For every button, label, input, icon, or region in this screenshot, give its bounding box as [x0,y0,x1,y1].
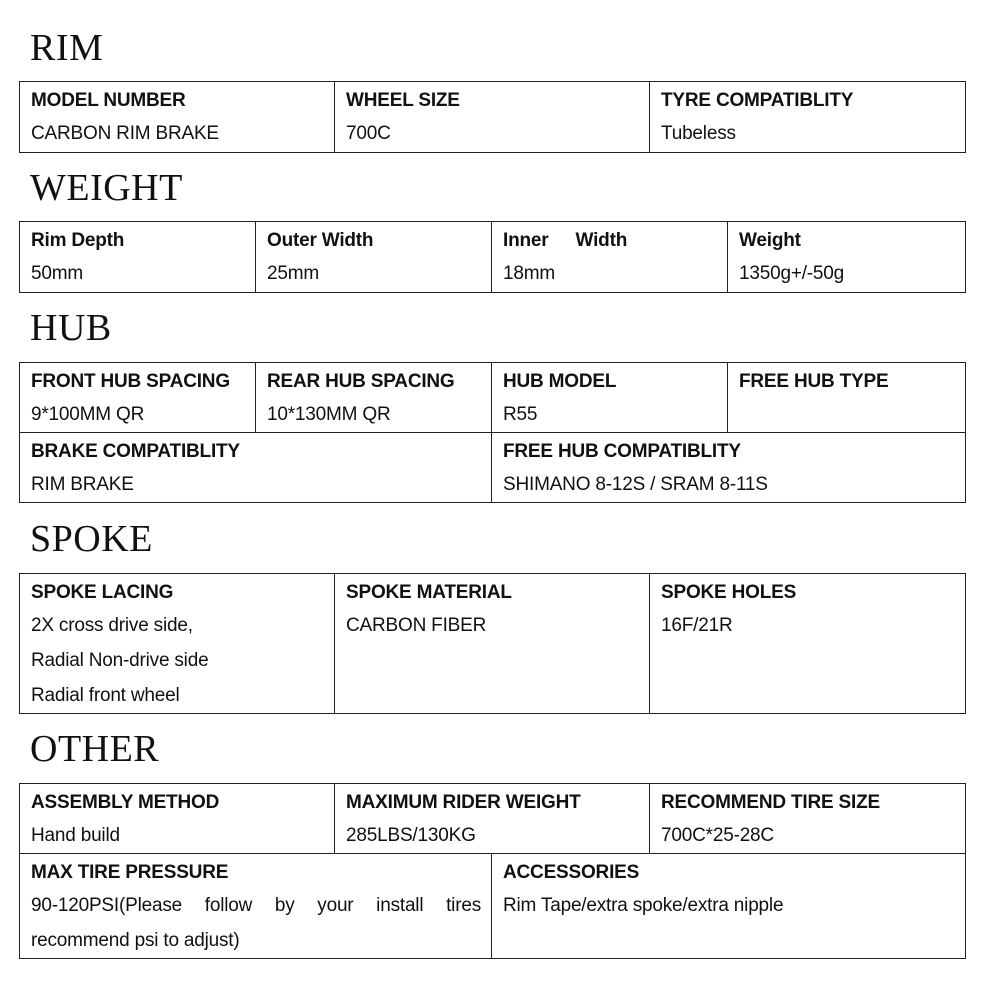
rear-hub-spacing-value: 10*130MM QR [267,404,391,425]
recommend-tire-size-cell [650,784,966,854]
accessories-cell [492,854,966,959]
weight-cell [728,222,966,293]
free-hub-compat-value: SHIMANO 8-12S / SRAM 8-11S [503,474,768,495]
wheel-size-value: 700C [346,123,391,144]
inner-width-value: 18mm [503,263,555,284]
spoke-material-value: CARBON FIBER [346,615,487,636]
max-tire-pressure-value: 90-120PSI(Please follow by your install tires recommend psi to adjust) [31,895,481,951]
outer-width-label: Outer Width [267,230,374,251]
max-tire-pressure-label: MAX TIRE PRESSURE [31,862,229,883]
accessories-value: Rim Tape/extra spoke/extra nipple [503,895,784,916]
other-heading: OTHER [30,728,160,770]
tyre-compat-value: Tubeless [661,123,736,144]
inner-width-cell [492,222,728,293]
assembly-method-label: ASSEMBLY METHOD [31,792,220,813]
hub-heading: HUB [30,307,112,349]
free-hub-type-cell [728,363,966,433]
spoke-lacing-label: SPOKE LACING [31,582,174,603]
hub-model-value: R55 [503,404,538,425]
model-number-cell [20,82,335,153]
spoke-table [19,573,966,714]
hub-table [19,362,966,503]
outer-width-cell [256,222,492,293]
front-hub-spacing-value: 9*100MM QR [31,404,145,425]
recommend-tire-size-label: RECOMMEND TIRE SIZE [661,792,880,813]
rim-depth-label: Rim Depth [31,230,125,251]
weight-value: 1350g+/-50g [739,263,845,284]
rim-heading: RIM [30,27,104,69]
free-hub-compat-label: FREE HUB COMPATIBLITY [503,441,741,462]
rim-depth-value: 50mm [31,263,83,284]
recommend-tire-size-value: 700C*25-28C [661,825,774,846]
max-rider-weight-label: MAXIMUM RIDER WEIGHT [346,792,581,813]
rear-hub-spacing-label: REAR HUB SPACING [267,371,455,392]
spoke-holes-value: 16F/21R [661,615,733,636]
hub-model-label: HUB MODEL [503,371,617,392]
wheel-size-label: WHEEL SIZE [346,90,460,111]
spoke-lacing-cell [20,574,335,714]
wheel-size-cell [335,82,650,153]
brake-compat-value: RIM BRAKE [31,474,134,495]
assembly-method-value: Hand build [31,825,120,846]
front-hub-spacing-cell [20,363,256,433]
spoke-lacing-line-1: 2X cross drive side, [31,615,193,636]
spoke-heading: SPOKE [30,518,153,560]
front-hub-spacing-label: FRONT HUB SPACING [31,371,230,392]
rim-depth-cell [20,222,256,293]
spoke-lacing-line-3: Radial front wheel [31,685,180,706]
weight-label: Weight [739,230,801,251]
brake-compat-cell [20,433,492,503]
weight-table [19,221,966,293]
spoke-lacing-line-2: Radial Non-drive side [31,650,209,671]
model-number-value: CARBON RIM BRAKE [31,123,219,144]
outer-width-value: 25mm [267,263,319,284]
free-hub-type-label: FREE HUB TYPE [739,371,889,392]
tyre-compat-label: TYRE COMPATIBLITY [661,90,854,111]
accessories-label: ACCESSORIES [503,862,640,883]
max-rider-weight-cell [335,784,650,854]
weight-heading: WEIGHT [30,167,183,209]
spoke-material-cell [335,574,650,714]
rim-table [19,81,966,153]
brake-compat-label: BRAKE COMPATIBLITY [31,441,240,462]
spoke-material-label: SPOKE MATERIAL [346,582,512,603]
hub-model-cell [492,363,728,433]
spoke-holes-label: SPOKE HOLES [661,582,797,603]
spoke-holes-cell [650,574,966,714]
other-table [19,783,966,959]
model-number-label: MODEL NUMBER [31,90,186,111]
max-tire-pressure-cell [20,854,492,959]
assembly-method-cell [20,784,335,854]
inner-width-label: Inner Width [503,230,628,251]
tyre-compat-cell [650,82,966,153]
free-hub-compat-cell [492,433,966,503]
max-rider-weight-value: 285LBS/130KG [346,825,476,846]
rear-hub-spacing-cell [256,363,492,433]
